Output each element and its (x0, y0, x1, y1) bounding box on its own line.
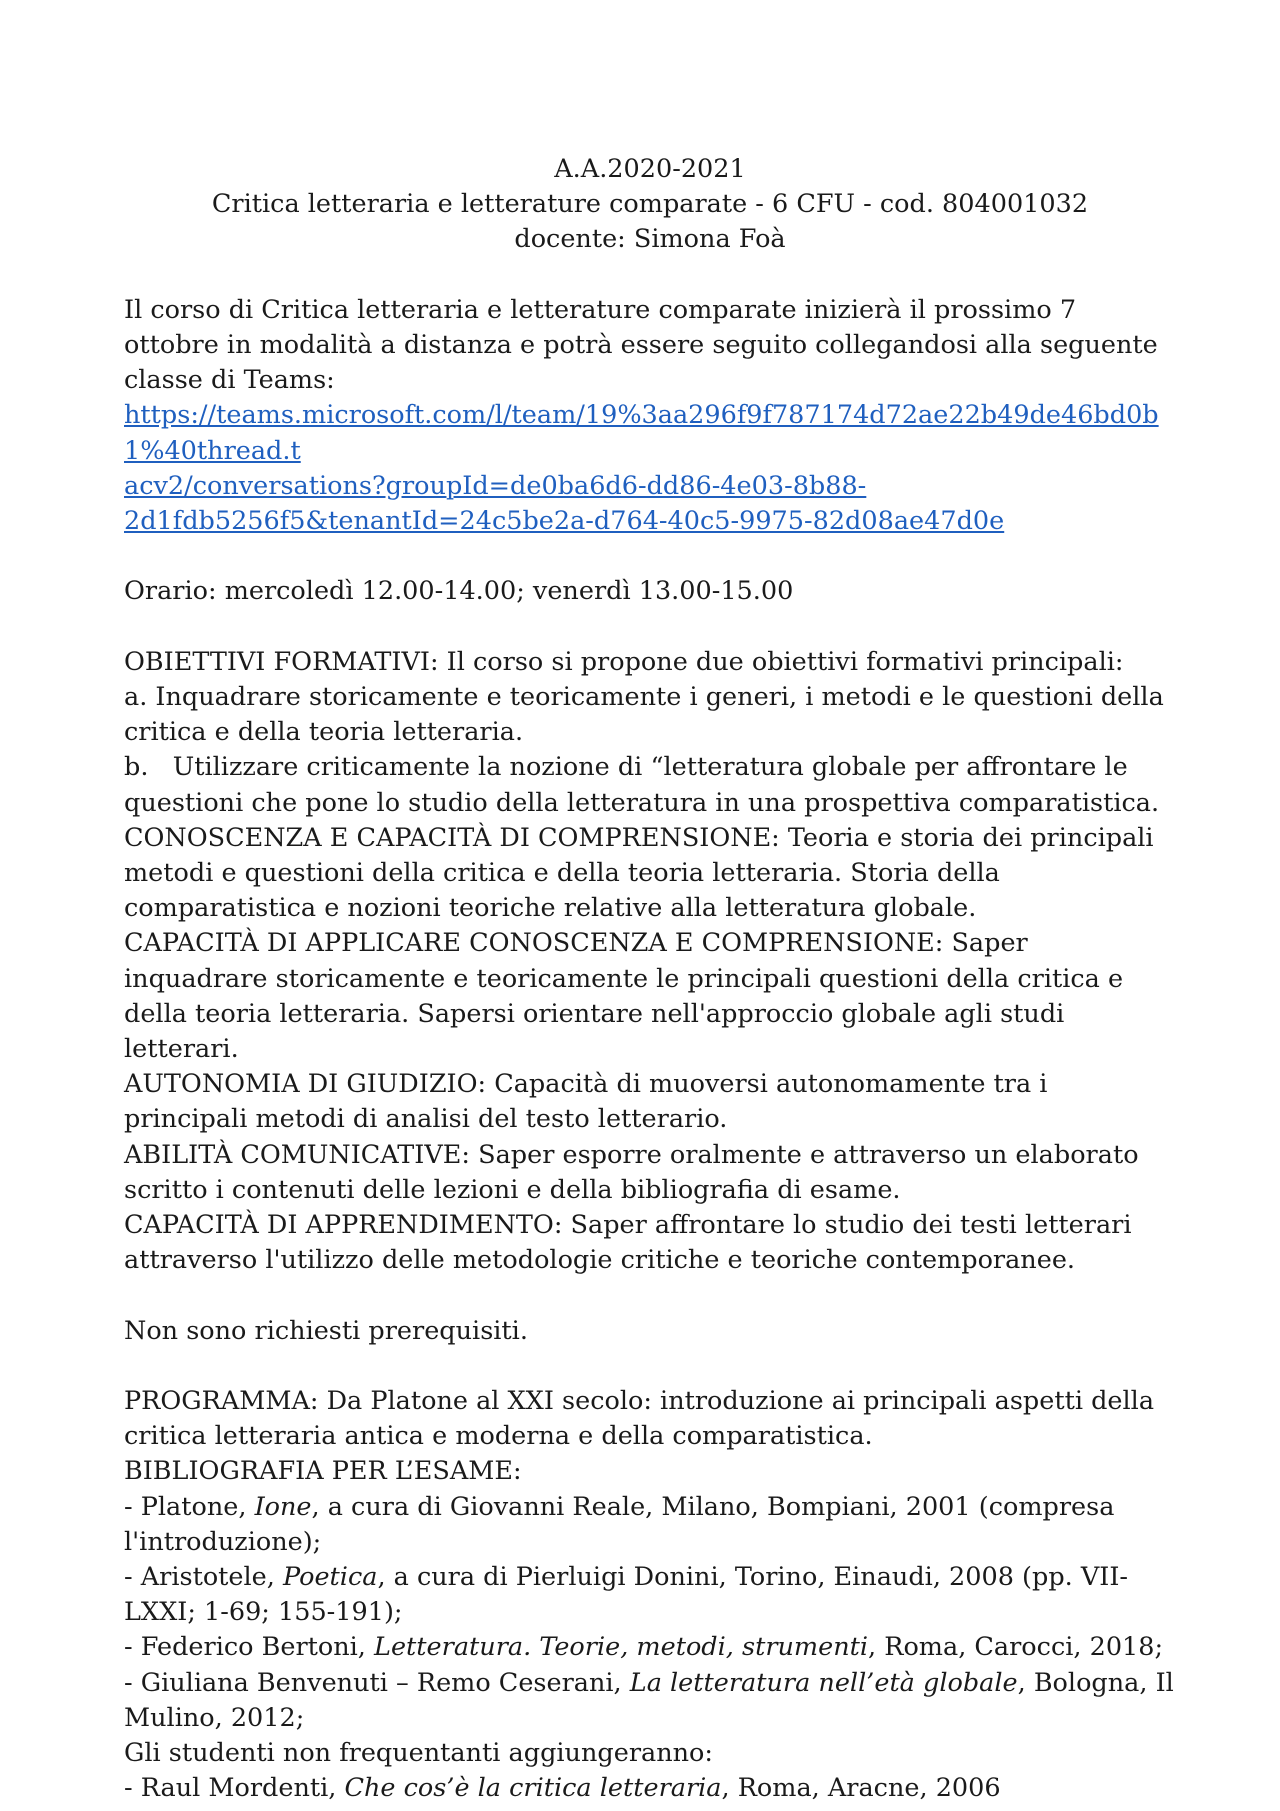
objectives-heading: OBIETTIVI FORMATIVI: Il corso si propone due obiettivi formativi principali: (124, 646, 1124, 677)
teams-link-line-3[interactable] (124, 504, 1176, 539)
bibliography-item: - Aristotele, Poetica, a cura di Pierluigi Donini, Torino, Einaudi, 2008 (pp. VII-LXXI; 1-69; 155-191); (124, 1562, 1129, 1628)
bibliography-item-extra: - Raul Mordenti, Che cos’è la critica letteraria, Roma, Aracne, 2006 (124, 1773, 1001, 1804)
non-attending-note: Gli studenti non frequentanti aggiungeranno: (124, 1738, 714, 1769)
bibliography-item: - Platone, Ione, a cura di Giovanni Reale, Milano, Bompiani, 2001 (compresa l'introduzione); (124, 1491, 1115, 1557)
course-title: Critica letteraria e letterature comparate - 6 CFU - cod. 804001032 (211, 189, 1089, 220)
knowledge-section: CONOSCENZA E CAPACITÀ DI COMPRENSIONE: Teoria e storia dei principali metodi e questioni della critica e della teoria letteraria. Storia della comparatistica e nozioni teoriche relative alla letteratura globale. (124, 822, 1154, 924)
teams-link-1[interactable]: https://teams.microsoft.com/l/team/19%3aa296f9f787174d72ae22b49de46bd0b1%40thread.t (124, 400, 1159, 466)
program-text: PROGRAMMA: Da Platone al XXI secolo: introduzione ai principali aspetti della critica letteraria antica e moderna e della comparatistica. (124, 1386, 1155, 1452)
bibliography-item: - Federico Bertoni, Letteratura. Teorie, metodi, strumenti, Roma, Carocci, 2018; (124, 1632, 1164, 1663)
document-page (124, 152, 1176, 1806)
judgement-section: AUTONOMIA DI GIUDIZIO: Capacità di muoversi autonomamente tra i principali metodi di analisi del testo letterario. (124, 1069, 1048, 1135)
schedule: Orario: mercoledì 12.00-14.00; venerdì 13.00-15.00 (124, 576, 794, 607)
prerequisites: Non sono richiesti prerequisiti. (124, 1315, 528, 1346)
teams-link-2[interactable]: acv2/conversations?groupId=de0ba6d6-dd86-4e03-8b88- (124, 470, 867, 501)
intro-text: Il corso di Critica letteraria e letterature comparate inizierà il prossimo 7 ottobre in modalità a distanza e potrà essere seguito collegandosi alla seguente classe di Teams: (124, 294, 1158, 396)
objective-a: a. Inquadrare storicamente e teoricamente i generi, i metodi e le questioni della critica e della teoria letteraria. (124, 682, 1164, 748)
spacer (124, 1278, 1176, 1313)
spacer (124, 539, 1176, 574)
spacer (124, 610, 1176, 645)
learning-section: CAPACITÀ DI APPRENDIMENTO: Saper affrontare lo studio dei testi letterari attraverso l'utilizzo delle metodologie critiche e teoriche contemporanee. (124, 1210, 1132, 1276)
teams-link-3[interactable]: 2d1fdb5256f5&tenantId=24c5be2a-d764-40c5-9975-82d08ae47d0e (124, 506, 1005, 537)
objective-b: b. Utilizzare criticamente la nozione di “letteratura globale per affrontare le questioni che pone lo studio della letteratura in una prospettiva comparatistica. (124, 752, 1160, 818)
teams-link-line-1[interactable] (124, 398, 1176, 468)
applying-section: CAPACITÀ DI APPLICARE CONOSCENZA E COMPRENSIONE: Saper inquadrare storicamente e teoricamente le principali questioni della critica e della teoria letteraria. Sapersi orientare nell'approccio globale agli studi letterari. (124, 928, 1124, 1065)
communication-section: ABILITÀ COMUNICATIVE: Saper esporre oralmente e attraverso un elaborato scritto i contenuti delle lezioni e della bibliografia di esame. (124, 1139, 1139, 1205)
academic-year: A.A.2020-2021 (554, 154, 746, 184)
spacer (124, 258, 1176, 293)
bibliography-heading: BIBLIOGRAFIA PER L’ESAME: (124, 1456, 522, 1487)
teams-link-line-2[interactable] (124, 469, 1176, 504)
spacer (124, 1349, 1176, 1384)
bibliography-item: - Giuliana Benvenuti – Remo Ceserani, La letteratura nell’età globale, Bologna, Il Mulino, 2012; (124, 1667, 1174, 1733)
teacher-name: docente: Simona Foà (514, 224, 786, 255)
